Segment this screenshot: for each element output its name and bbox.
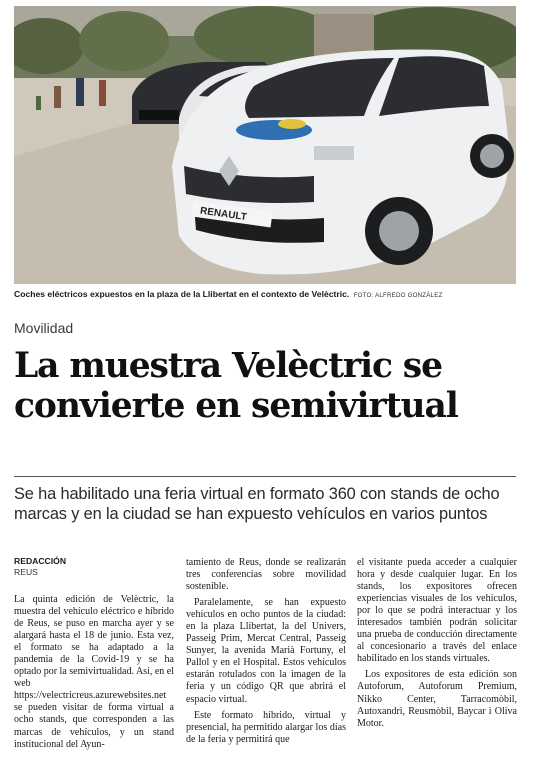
body-paragraph: Este formato híbrido, virtual y presencial, ha permitido alargar los días de la feria y permitirá que <box>186 709 346 745</box>
body-paragraph: Los expositores de esta edición son Autoforum, Autoforum Premium, Nikko Center, Tarracomòbil, Autoxandri, Reusmòbil, Baycar i Oliva Motor. <box>357 669 517 729</box>
photo-caption <box>14 289 524 301</box>
photo-credit: FOTO: ALFREDO GONZÁLEZ <box>353 292 443 299</box>
caption-text: Coches eléctricos expuestos en la plaza de la Llibertat en el contexto de Velèctric. <box>14 289 350 299</box>
body-column-2 <box>186 557 346 746</box>
car-photo-illustration <box>14 6 516 284</box>
byline <box>14 556 66 578</box>
headline <box>14 346 524 426</box>
section-label: Movilidad <box>14 320 74 336</box>
body-paragraph: Paralelamente, se han expuesto vehículos en ocho puntos de la ciudad: en la plaza Llibertat, la del Univers, Passeig Prim, Mercat Central, Passeig Sunyer, la avenida Marià Fortuny, el Pallol y en el Hospital. Estos vehículos estarán rotulados con la imagen de la feria y un código QR que abrirá el espacio virtual. <box>186 597 346 705</box>
plate-text: RENAULT <box>199 205 248 224</box>
subheadline: Se ha habilitado una feria virtual en formato 360 con stands de ocho marcas y en la ciudad se han expuesto vehículos en varios puntos <box>14 485 500 523</box>
body-paragraph: La quinta edición de Velèctric, la muestra del vehículo eléctrico e híbrido de Reus, se puso en marcha ayer y se alargará hasta el 18 de junio. Esta vez, el formato se ha adaptado a la pandemia de la Covid-19 y se ha optado por la semivirtualidad. Así, en el web https://velectricreus.azurewebsites.net se pueden visitar de forma virtual a ocho stands, que corresponden a las marcas de vehículos, y un stand institucional del Ayun- <box>14 594 174 750</box>
headline-line-2: convierte en semivirtual <box>14 386 458 426</box>
body-column-1 <box>14 594 174 751</box>
article-photo <box>14 6 516 284</box>
headline-line-1: La muestra Velèctric se <box>14 346 442 386</box>
divider <box>14 476 516 477</box>
byline-place: REUS <box>14 567 38 577</box>
body-paragraph: tamiento de Reus, donde se realizarán tres conferencias sobre movilidad sostenible. <box>186 557 346 593</box>
body-paragraph: el visitante pueda acceder a cualquier hora y desde cualquier lugar. En los stands, los expositores ofrecen experiencias visuales de los vehículos, por lo que se podrá interactuar y los interesados también podrán solicitar una prueba de conducción directamente al concesionario a través del enlace habilitado en los stands virtuales. <box>357 557 517 665</box>
body-column-3 <box>357 557 517 730</box>
byline-author: REDACCIÓN <box>14 556 67 566</box>
